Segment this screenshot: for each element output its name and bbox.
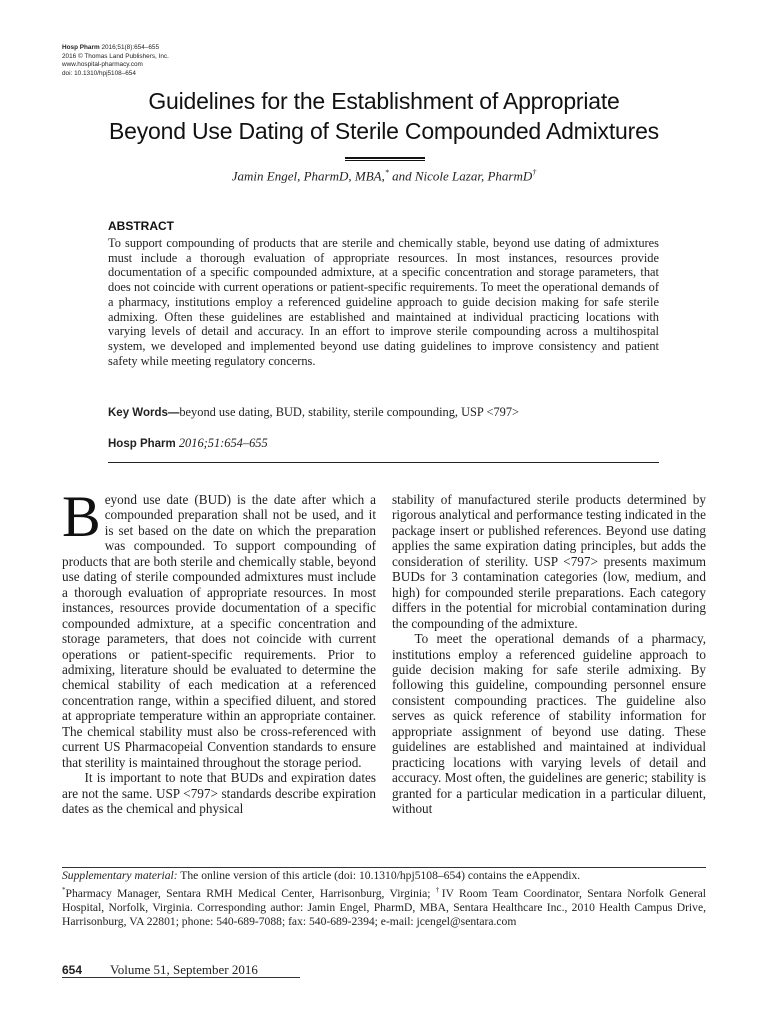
affiliations: [62, 883, 706, 929]
supplementary-text: The online version of this article (doi: 10.1310/hpj5108–654) contains the eAppendix.: [177, 869, 581, 882]
journal-name: Hosp Pharm: [62, 44, 100, 51]
journal-citation: 2016;51(8):654–655: [101, 44, 160, 51]
supplementary-note: [62, 869, 706, 883]
volume-info: Volume 51, September 2016: [110, 962, 258, 977]
citation-line: [108, 436, 659, 451]
abstract-text: To support compounding of products that are sterile and chemically stable, beyond use dating of admixtures must include a thorough evaluation of appropriate resources. In most instances, resources provide documentation of a specific compounded admixture, at a specific concentration and storage parameters, that does not coincide with current operations or patient-specific requirements. To meet the operational demands of a pharmacy, institutions employ a referenced guideline approach to guide decision making for safe sterile admixing. Often these guidelines are established and maintained at individual practicing locations with varying levels of detail and accuracy. In an effort to improve sterile compounding across a multihospital system, we developed and implemented beyond use dating guidelines to improve consistency and patient safety while meeting regulatory concerns.: [108, 236, 659, 368]
citation-ref: 2016;51:654–655: [178, 436, 268, 450]
footnotes: [62, 869, 706, 929]
body-paragraph: To meet the operational demands of a pharmacy, institutions employ a referenced guideline approach to guide decision making for safe sterile admixing. By following this guideline, compounding personnel ensure consistent compounding practices. The guideline also serves as quick reference of stability information for appropriate assignment of beyond use dating. These guidelines are established and maintained at individual practicing locations with varying levels of detail and accuracy. Most often, the guidelines are generic; stability is granted for a particular medication in a particular diluent, without: [392, 631, 706, 817]
body-paragraph: [62, 484, 376, 770]
affiliation-2-mark: †: [435, 886, 442, 894]
journal-website: www.hospital-pharmacy.com: [62, 61, 143, 69]
footer-divider: [62, 977, 300, 978]
abstract-heading: ABSTRACT: [108, 219, 174, 233]
journal-copyright: 2016 © Thomas Land Publishers, Inc.: [62, 52, 169, 60]
drop-cap: B: [62, 484, 101, 549]
author-2-mark: †: [532, 168, 537, 177]
title-divider-thin: [345, 160, 425, 161]
body-left-p1-text: eyond use date (BUD) is the date after which a compounded preparation shall not be used, and it is set based on the date on which the preparation was compounded. To support compounding of products that are both sterile and chemically stable, beyond use dating of sterile compounded admixtures must include a thorough evaluation of appropriate resources. In most instances, resources provide documentation of a specific compounded admixture, at a specific concentration and storage parameters, that does not coincide with current operations or patient-specific requirements. Prior to admixing, literature should be evaluated to determine the chemical stability of each medication at a referenced concentration range, within a specified diluent, and stored at appropriate temperature within an appropriate container. The chemical stability must also be cross-referenced with current US Pharmacopeial Convention standards to ensure that sterility is maintained throughout the storage period.: [62, 492, 376, 770]
journal-doi: doi: 10.1310/hpj5108–654: [62, 69, 136, 77]
journal-citation-line: [62, 44, 169, 53]
body-column-right: [392, 492, 706, 817]
affiliation-1: Pharmacy Manager, Sentara RMH Medical Center, Harrisonburg, Virginia;: [65, 886, 436, 900]
title-line-1: Guidelines for the Establishment of Appropriate: [148, 88, 620, 114]
page-footer: [62, 962, 258, 978]
body-column-left: [62, 484, 376, 817]
author-1-mark: *: [384, 168, 389, 177]
title-divider: [345, 157, 425, 159]
supplementary-label: Supplementary material:: [62, 869, 178, 882]
page-number: 654: [62, 963, 83, 977]
body-paragraph: stability of manufactured sterile products determined by rigorous analytical and performance testing indicated in the package insert or published references. Beyond use dating applies the same expiration dating principles, but adds the consideration of sterility. USP <797> presents maximum BUDs for 3 contamination categories (low, medium, and high) for compounded sterile preparations. Each category differs in the potential for microbial contamination during the compounding of the admixture.: [392, 492, 706, 631]
keywords-label: Key Words—: [108, 407, 180, 419]
footnote-divider: [62, 867, 706, 868]
keywords: [108, 405, 659, 420]
citation-label: Hosp Pharm: [108, 438, 176, 450]
title-line-2: Beyond Use Dating of Sterile Compounded Admixtures: [109, 118, 659, 144]
affiliation-2: IV Room Team Coordinator, Sentara Norfolk General Hospital, Norfolk, Virginia. Corresponding author: Jamin Engel, PharmD, MBA, Sentara Healthcare Inc., 2010 Health Campus Drive, Harrisonburg, VA 22801; phone: 540-689-7088; fax: 540-689-2394; e-mail: jcengel@sentara.com: [62, 886, 706, 928]
body-paragraph: It is important to note that BUDs and expiration dates are not the same. USP <797> standards describe expiration dates as the chemical and physical: [62, 770, 376, 817]
article-title: [62, 86, 706, 146]
author-list: [62, 168, 706, 184]
author-1: Jamin Engel, PharmD, MBA,: [231, 168, 385, 184]
author-2: Nicole Lazar, PharmD: [414, 168, 533, 184]
author-joiner: and: [388, 168, 415, 184]
abstract-divider: [108, 462, 659, 463]
journal-metadata: [62, 44, 169, 78]
keywords-text: beyond use dating, BUD, stability, sterile compounding, USP <797>: [179, 405, 520, 419]
affiliation-1-mark: *: [62, 886, 66, 894]
